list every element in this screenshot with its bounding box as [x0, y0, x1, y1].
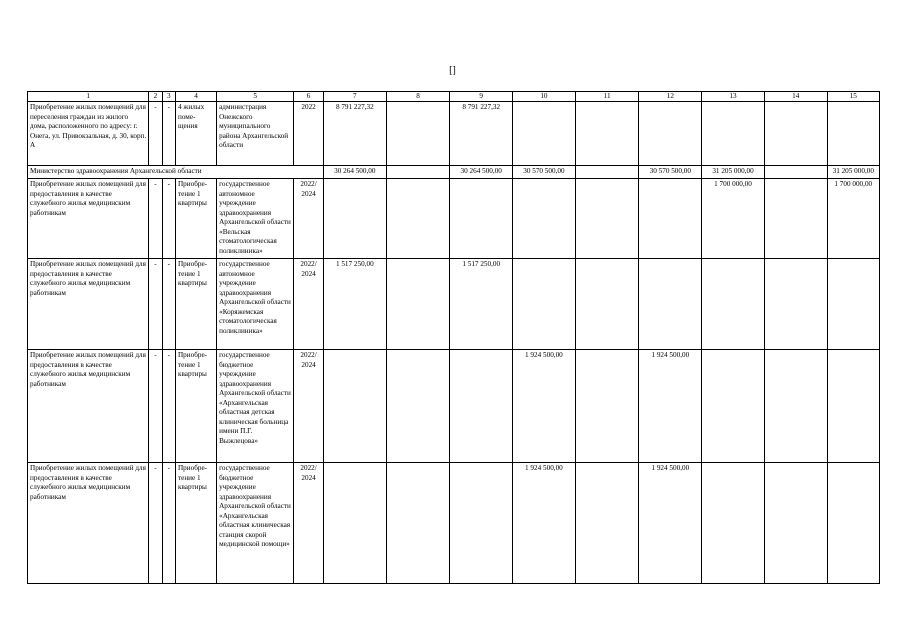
amount-cell: 1 700 000,00	[827, 179, 879, 259]
amount-cell	[827, 259, 879, 350]
amount-cell	[639, 259, 702, 350]
amount-cell	[575, 350, 639, 463]
section-row	[28, 166, 880, 179]
column-header: 2	[149, 92, 162, 102]
column-header: 10	[513, 92, 576, 102]
amount-cell: 30 570 500,00	[513, 166, 576, 179]
amount-cell	[386, 350, 450, 463]
period-cell: 2022/ 2024	[294, 350, 324, 463]
amount-cell	[513, 179, 576, 259]
measure-name-cell: Приобретение жилых помещений для переселения граждан из жилого дома, расположенного по адресу: г. Онега, ул. Привокзальная, д. 30, корп. А	[28, 102, 149, 166]
table-cell: -	[149, 179, 162, 259]
amount-cell	[702, 463, 765, 584]
table-cell: -	[162, 259, 175, 350]
amount-cell	[575, 259, 639, 350]
executor-cell: администрация Онежского муниципального района Архангельской области	[217, 102, 294, 166]
column-header: 5	[217, 92, 294, 102]
result-cell: Приобре-тение 1 квартиры	[175, 350, 216, 463]
measure-name-cell: Приобретение жилых помещений для предоставления в качестве служебного жилья медицинским работникам	[28, 179, 149, 259]
table-cell: -	[149, 259, 162, 350]
table-cell: -	[149, 463, 162, 584]
table-row	[28, 179, 880, 259]
amount-cell: 31 205 000,00	[827, 166, 879, 179]
table-cell: -	[162, 102, 175, 166]
table-cell: -	[149, 350, 162, 463]
column-header: 3	[162, 92, 175, 102]
table-row	[28, 350, 880, 463]
amount-cell	[386, 166, 450, 179]
period-cell: 2022/ 2024	[294, 463, 324, 584]
column-header: 9	[450, 92, 513, 102]
amount-cell	[827, 463, 879, 584]
amount-cell	[764, 463, 827, 584]
amount-cell: 30 264 500,00	[450, 166, 513, 179]
amount-cell	[575, 463, 639, 584]
amount-cell: 30 264 500,00	[323, 166, 386, 179]
amount-cell: 1 924 500,00	[639, 350, 702, 463]
amount-cell	[386, 102, 450, 166]
table-cell: -	[149, 102, 162, 166]
amount-cell	[827, 102, 879, 166]
period-cell: 2022/ 2024	[294, 179, 324, 259]
column-header: 15	[827, 92, 879, 102]
amount-cell	[450, 350, 513, 463]
result-cell: 4 жилых поме-щения	[175, 102, 216, 166]
measure-name-cell: Приобретение жилых помещений для предоставления в качестве служебного жилья медицинским работникам	[28, 463, 149, 584]
amount-cell: 1 517 250,00	[323, 259, 386, 350]
amount-cell: 1 924 500,00	[513, 463, 576, 584]
amount-cell	[702, 102, 765, 166]
result-cell: Приобре-тение 1 квартиры	[175, 463, 216, 584]
column-header: 13	[702, 92, 765, 102]
column-header: 8	[386, 92, 450, 102]
table-row	[28, 102, 880, 166]
column-header: 7	[323, 92, 386, 102]
amount-cell	[702, 259, 765, 350]
table-row	[28, 259, 880, 350]
result-cell: Приобре-тение 1 квартиры	[175, 259, 216, 350]
column-header: 1	[28, 92, 149, 102]
amount-cell: 31 205 000,00	[702, 166, 765, 179]
column-header: 6	[294, 92, 324, 102]
period-cell: 2022/ 2024	[294, 259, 324, 350]
amount-cell: 8 791 227,32	[450, 102, 513, 166]
amount-cell	[386, 463, 450, 584]
section-label: Министерство здравоохранения Архангельской области	[28, 166, 324, 179]
column-header: 14	[764, 92, 827, 102]
table-row	[28, 463, 880, 584]
amount-cell: 1 700 000,00	[702, 179, 765, 259]
amount-cell	[323, 179, 386, 259]
column-header: 4	[175, 92, 216, 102]
result-cell: Приобре-тение 1 квартиры	[175, 179, 216, 259]
executor-cell: государственное автономное учреждение здравоохранения Архангельской области «Коряжемская стоматологическая поликлиника»	[217, 259, 294, 350]
column-header: 11	[575, 92, 639, 102]
amount-cell	[513, 259, 576, 350]
amount-cell	[450, 179, 513, 259]
amount-cell	[575, 179, 639, 259]
amount-cell	[386, 179, 450, 259]
amount-cell	[764, 102, 827, 166]
amount-cell	[513, 102, 576, 166]
amount-cell	[323, 350, 386, 463]
amount-cell	[764, 259, 827, 350]
table-header-row	[28, 92, 880, 102]
table-cell: -	[162, 350, 175, 463]
amount-cell	[575, 102, 639, 166]
amount-cell	[827, 350, 879, 463]
amount-cell	[639, 102, 702, 166]
amount-cell	[764, 350, 827, 463]
measure-name-cell: Приобретение жилых помещений для предоставления в качестве служебного жилья медицинским работникам	[28, 350, 149, 463]
amount-cell: 1 517 250,00	[450, 259, 513, 350]
amount-cell: 30 570 500,00	[639, 166, 702, 179]
executor-cell: государственное автономное учреждение здравоохранения Архангельской области «Вельская стоматологическая поликлиника»	[217, 179, 294, 259]
table-cell: -	[162, 463, 175, 584]
amount-cell	[702, 350, 765, 463]
amount-cell: 8 791 227,32	[323, 102, 386, 166]
period-cell: 2022	[294, 102, 324, 166]
amount-cell: 1 924 500,00	[639, 463, 702, 584]
amount-cell	[575, 166, 639, 179]
executor-cell: государственное бюджетное учреждение здравоохранения Архангельской области «Архангельская областная клиническая станция скорой медицинской помощи»	[217, 463, 294, 584]
amount-cell	[764, 179, 827, 259]
amount-cell	[386, 259, 450, 350]
measure-name-cell: Приобретение жилых помещений для предоставления в качестве служебного жилья медицинским работникам	[28, 259, 149, 350]
page-number: []	[449, 65, 456, 76]
amount-cell	[323, 463, 386, 584]
column-header: 12	[639, 92, 702, 102]
program-table	[27, 91, 880, 584]
amount-cell: 1 924 500,00	[513, 350, 576, 463]
table-cell: -	[162, 179, 175, 259]
amount-cell	[639, 179, 702, 259]
amount-cell	[764, 166, 827, 179]
executor-cell: государственное бюджетное учреждение здравоохранения Архангельской области «Архангельская областная детская клиническая больница имени П.Г. Выжлецова»	[217, 350, 294, 463]
amount-cell	[450, 463, 513, 584]
